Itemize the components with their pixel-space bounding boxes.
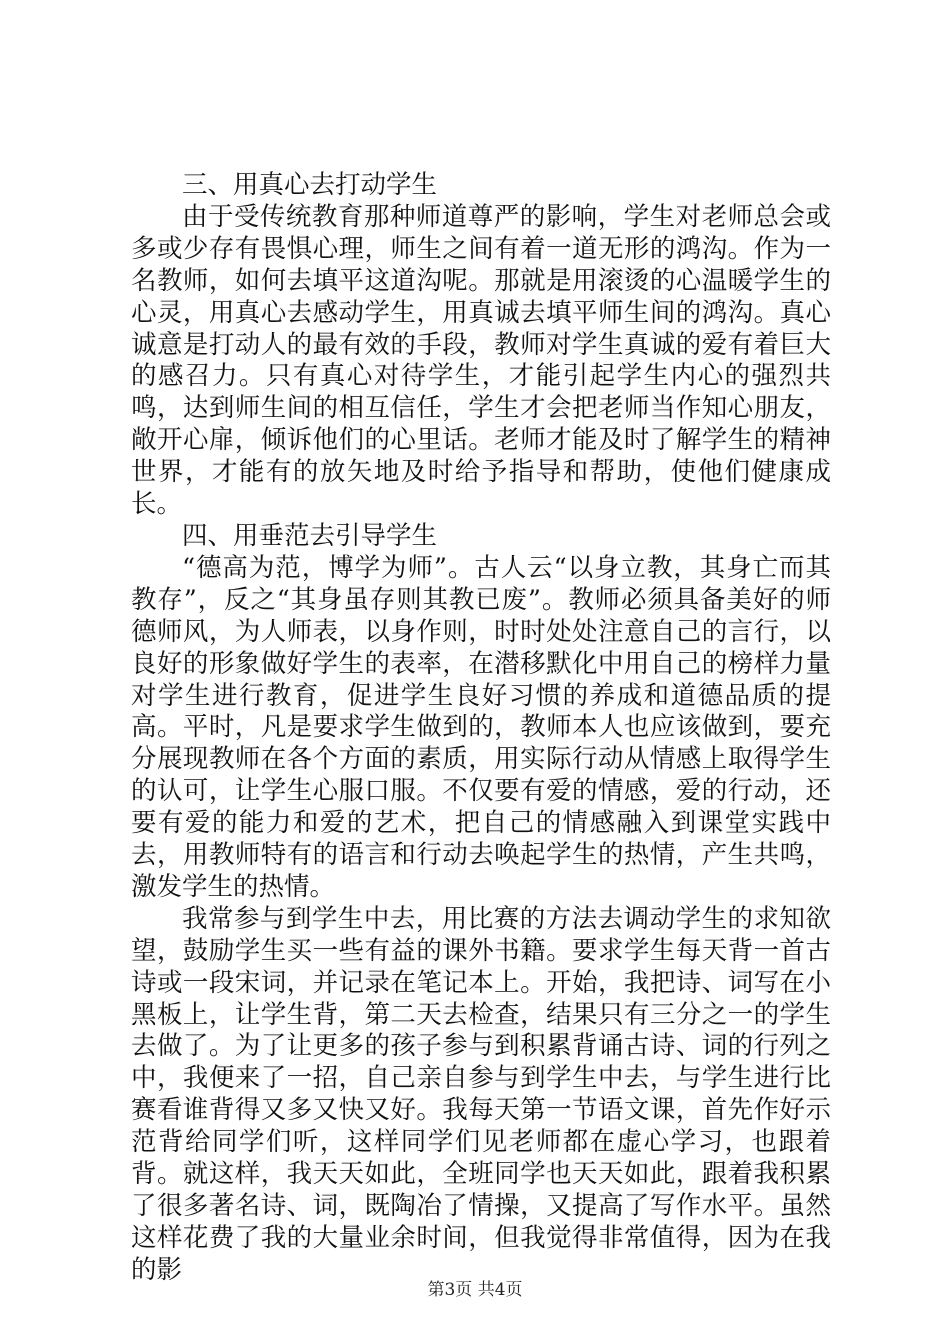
paragraph-competition: 我常参与到学生中去，用比赛的方法去调动学生的求知欲望，鼓励学生买一些有益的课外书籍。要求学生每天背一首古诗或一段宋词，并记录在笔记本上。开始，我把诗、词写在小黑板上，让学生背，第二天去检查，结果只有三分之一的学生去做了。为了让更多的孩子参与到积累背诵古诗、词的行列之中，我便来了一招，自己亲自参与到学生中去，与学生进行比赛看谁背得又多又快又好。我每天第一节语文课，首先作好示范背给同学们听，这样同学们见老师都在虚心学习，也跟着背。就这样，我天天如此，全班同学也天天如此，跟着我积累了很多著名诗、词，既陶冶了情操，又提高了写作水平。虽然这样花费了我的大量业余时间，但我觉得非常值得，因为在我的影	[131, 903, 831, 1285]
page-number-footer: 第3页 共4页	[427, 1280, 523, 1300]
section-heading-3: 三、用真心去打动学生	[182, 170, 438, 200]
paragraph-sincerity: 由于受传统教育那种师道尊严的影响，学生对老师总会或多或少存有畏惧心理，师生之间有着一道无形的鸿沟。作为一名教师，如何去填平这道沟呢。那就是用滚烫的心温暖学生的心灵，用真心去感动学生，用真诚去填平师生间的鸿沟。真心诚意是打动人的最有效的手段，教师对学生真诚的爱有着巨大的感召力。只有真心对待学生，才能引起学生内心的强烈共鸣，达到师生间的相互信任，学生才会把老师当作知心朋友，敞开心扉，倾诉他们的心里话。老师才能及时了解学生的精神世界，才能有的放矢地及时给予指导和帮助，使他们健康成长。	[131, 201, 831, 520]
document-body	[131, 170, 831, 1287]
paragraph-role-model: “德高为范，博学为师”。古人云“以身立教，其身亡而其教存”，反之“其身虽存则其教已废”。教师必须具备美好的师德师风，为人师表，以身作则，时时处处注意自己的言行，以良好的形象做好学生的表率，在潜移默化中用自己的榜样力量对学生进行教育，促进学生良好习惯的养成和道德品质的提高。平时，凡是要求学生做到的，教师本人也应该做到，要充分展现教师在各个方面的素质，用实际行动从情感上取得学生的认可，让学生心服口服。不仅要有爱的情感，爱的行动，还要有爱的能力和爱的艺术，把自己的情感融入到课堂实践中去，用教师特有的语言和行动去唤起学生的热情，产生共鸣，激发学生的热情。	[131, 552, 831, 902]
section-heading-4: 四、用垂范去引导学生	[182, 520, 438, 551]
